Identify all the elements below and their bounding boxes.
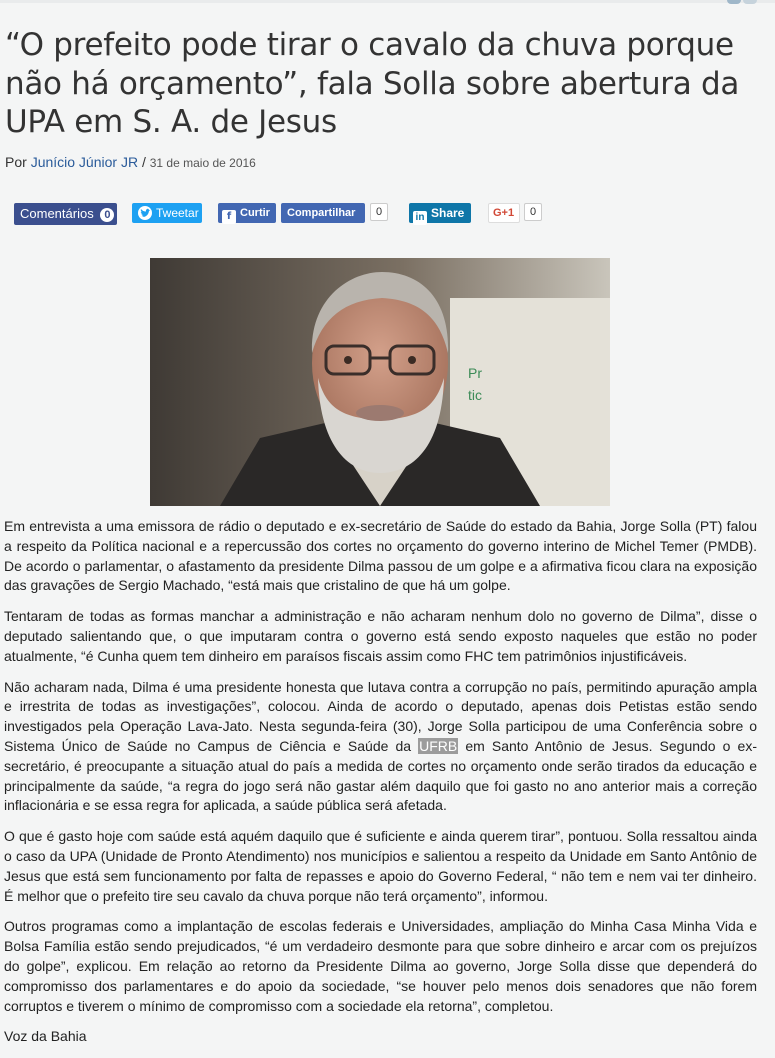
author-link[interactable]: Junício Júnior JR	[30, 154, 139, 170]
paragraph-1: Em entrevista a uma emissora de rádio o deputado e ex-secretário de Saúde do estado da Bahia, Jorge Solla (PT) falou a respeito da Política nacional e a repercussão dos cortes no orçamento do governo interino de Michel Temer (PMDB). De acordo o parlamentar, o afastamento da presidente Dilma passou de um golpe e a afirmativa ficou clara na exposição das gravações de Sergio Machado, “está mais que cristalino de que há um golpe.	[4, 518, 757, 594]
facebook-like-button[interactable]	[218, 203, 276, 223]
linkedin-icon: in	[413, 211, 427, 225]
like-label: Curtir	[240, 207, 270, 219]
paragraph-3-part-a: Não acharam nada, Dilma é uma presidente honesta que lutava contra a corrupção no país, permitindo apuração ampla e irrestrita de todas as investigações”, colocou. Ainda de acordo o deputado, apenas dois Petistas estão sendo investigados pela Operação Lava-Jato. Nesta segunda-feira (30), Jorge Solla participou de uma Conferência sobre o Sistema Único de Saúde no Campus de Ciência e Saúde da	[4, 678, 757, 754]
highlighted-term[interactable]: UFRB	[419, 737, 458, 754]
paragraph-3-part-b: em Santo Antônio de Jesus. Segundo o ex-secretário, é preocupante a situação atual do país a medida de cortes no orçamento onde serão tirados da educação e principalmente da saúde, “a regra do jogo será não gastar além daquilo que foi gasto no ano anterior mais a correção inflacionária e se essa regra for aplicada, a saúde pública será afetada.	[4, 737, 757, 814]
paragraph-3	[4, 678, 757, 817]
facebook-icon: f	[222, 210, 236, 224]
article-title: “O prefeito pode tirar o cavalo da chuva porque não há orçamento”, fala Solla sobre abertura da UPA em S. A. de Jesus	[5, 27, 740, 140]
article-photo	[150, 258, 610, 506]
tweet-label: Tweetar	[156, 206, 199, 220]
share-fb-label: Compartilhar	[287, 207, 356, 219]
google-plus-button[interactable]	[488, 203, 520, 223]
facebook-share-button[interactable]	[281, 203, 365, 223]
comments-count: 0	[100, 208, 114, 222]
svg-text:Pr: Pr	[468, 365, 482, 381]
paragraph-4: O que é gasto hoje com saúde está aquém daquilo que é suficiente e ainda querem tirar”, pontuou. Solla ressaltou ainda o caso da UPA (Unidade de Pronto Atendimento) nos municípios e salientou a respeito da Unidade em Santo Antônio de Jesus que está sem funcionamento por falta de repasses e apoio do Governo Federal, “ não tem e nem vai ter dinheiro. É melhor que o prefeito tire seu cavalo da chuva porque não terá orçamento”, informou.	[4, 828, 757, 904]
article-source: Voz da Bahia	[4, 1028, 87, 1045]
comments-button[interactable]	[14, 203, 117, 225]
twitter-icon	[138, 206, 152, 220]
paragraph-2: Tentaram de todas as formas manchar a administração e não acharam nenhum dolo no governo de Dilma”, disse o deputado salientando que, o que imputaram contra o governo está sendo exposto naqueles que estão no poder atualmente, “é Cunha quem tem dinheiro em paraísos fiscais assim como FHC tem patrimônios injustificáveis.	[4, 608, 757, 664]
tweet-button[interactable]	[132, 203, 202, 223]
article-body	[4, 517, 757, 1058]
publish-date: 31 de maio de 2016	[149, 156, 256, 170]
svg-text:tic: tic	[468, 387, 482, 403]
linkedin-share-button[interactable]	[409, 203, 471, 223]
paragraph-5: Outros programas como a implantação de escolas federais e Universidades, ampliação do Minha Casa Minha Vida e Bolsa Família estão sendo prejudicados, “é um verdadeiro desmonte para que sobre dinheiro e arcar com os prejuízos do golpe”, explicou. Em relação ao retorno da Presidente Dilma ao governo, Jorge Solla disse que dependerá do compromisso dos parlamentares e do apoio da sociedade, “se houver pelo menos dois senadores que não forem corruptos e tiverem o mínimo de compromisso com a sociedade ela retorna”, completou.	[4, 918, 757, 1014]
social-share-bar	[0, 196, 775, 230]
toolbar-icon[interactable]	[727, 0, 741, 4]
byline	[5, 154, 256, 170]
top-bar	[0, 0, 775, 3]
facebook-share-count: 0	[370, 203, 388, 221]
portrait-photo-icon	[150, 258, 610, 506]
gplus-label: G+1	[493, 207, 515, 219]
google-plus-count: 0	[524, 203, 542, 221]
comments-label: Comentários	[20, 206, 94, 221]
byline-separator: /	[141, 154, 146, 170]
toolbar-icon-secondary[interactable]	[743, 0, 757, 4]
linkedin-label: Share	[431, 206, 465, 220]
byline-prefix: Por	[5, 154, 27, 170]
